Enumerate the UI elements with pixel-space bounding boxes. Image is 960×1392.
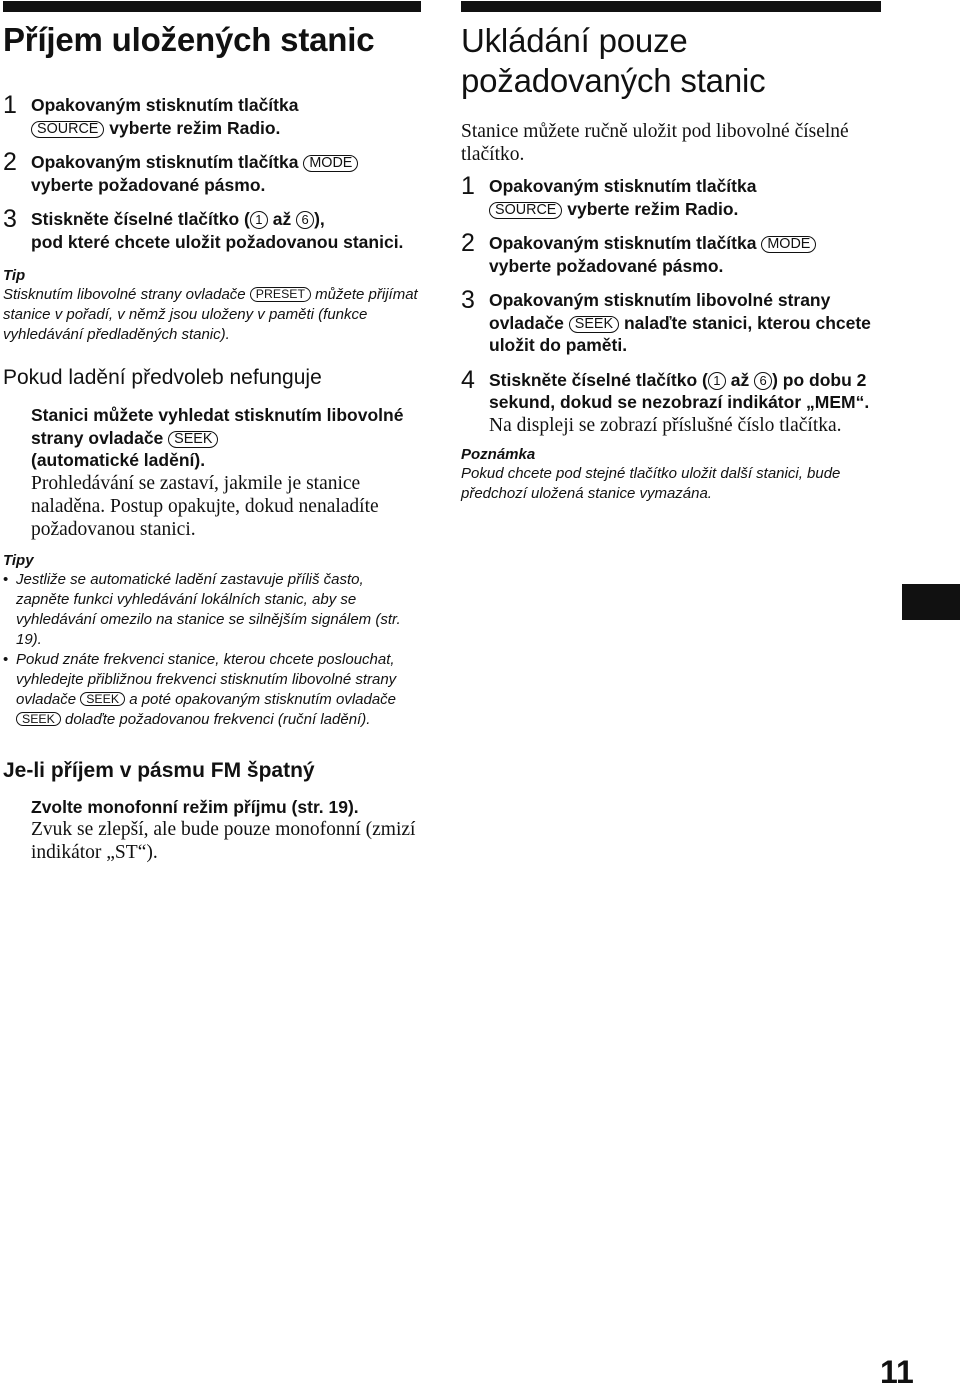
- step-text: Opakovaným stisknutím libovolné strany ovladače: [489, 290, 831, 333]
- tip-text-part: a poté opakovaným stisknutím ovladače: [129, 690, 397, 708]
- tip-text-part: Stisknutím libovolné strany ovladače: [3, 286, 246, 303]
- source-key: SOURCE: [489, 202, 562, 219]
- section-heading-fm: Je-li příjem v pásmu FM špatný: [3, 758, 315, 782]
- page-number: 11: [880, 1354, 914, 1390]
- left-step-2: [3, 148, 421, 196]
- step-text: vyberte požadované pásmo.: [489, 255, 724, 276]
- step-number: 3: [3, 205, 17, 233]
- step-number: 1: [3, 91, 17, 119]
- tip-bullet-2: [3, 650, 421, 730]
- step-text: vyberte požadované pásmo.: [31, 174, 266, 195]
- step-number: 2: [3, 148, 17, 176]
- tips-block: [3, 551, 421, 730]
- step-number: 1: [461, 172, 475, 200]
- section-fm-body: [3, 796, 421, 865]
- instruction-text: (automatické ladění).: [31, 450, 206, 470]
- step-text: Opakovaným stisknutím tlačítka: [489, 176, 757, 196]
- preset-key: PRESET: [250, 287, 311, 302]
- note-text: Pokud chcete pod stejné tlačítko uložit další stanici, bude předchozí uložená stanice vymazána.: [461, 464, 841, 502]
- source-key: SOURCE: [31, 121, 104, 138]
- instruction-text: Stanici můžete vyhledat stisknutím libovolné strany ovladače: [31, 405, 404, 448]
- right-step-4: [461, 365, 881, 437]
- step-text: Opakovaným stisknutím tlačítka: [31, 95, 299, 115]
- step-text: ) po dobu 2 sekund, dokud se nezobrazí indikátor „MEM“.: [489, 369, 870, 412]
- step-number: 2: [461, 229, 475, 257]
- seek-key: SEEK: [569, 316, 619, 333]
- number-key-1: 1: [250, 211, 268, 229]
- left-column: [3, 0, 421, 864]
- right-step-2: [461, 229, 881, 277]
- step-text: až: [272, 209, 292, 229]
- step-text: pod které chcete uložit požadovanou stanici.: [31, 231, 404, 252]
- top-rule-left: [3, 1, 421, 12]
- intro-text: Stanice můžete ručně uložit pod libovolné číselné tlačítko.: [461, 121, 849, 165]
- mono-description: Zvuk se zlepší, ale bude pouze monofonní (zmizí indikátor „ST“).: [31, 819, 416, 863]
- tips-title: Tipy: [3, 551, 34, 569]
- left-steps: [3, 91, 421, 253]
- tip-text-part: dolaďte požadovanou frekvenci (ruční ladění).: [64, 710, 371, 728]
- top-rule-right: [461, 1, 881, 12]
- seek-key: SEEK: [80, 692, 125, 707]
- right-column: [461, 0, 881, 504]
- seek-key: SEEK: [168, 431, 218, 448]
- section-presets-body: [3, 404, 421, 541]
- right-step-3: [461, 286, 881, 357]
- right-step-1: [461, 172, 881, 220]
- auto-tune-description: Prohledávání se zastaví, jakmile je stanice naladěna. Postup opakujte, dokud nenaladíte požadovanou stanici.: [31, 472, 379, 540]
- number-key-6: 6: [754, 372, 772, 390]
- left-step-3: [3, 205, 421, 253]
- seek-key: SEEK: [16, 712, 61, 727]
- tip-title: Tip: [3, 267, 26, 284]
- step-text: až: [730, 369, 750, 390]
- tip-text-part: můžete přijímat stanice v pořadí, v němž jsou uloženy v paměti (funkce vyhledávání předladěných stanic).: [3, 286, 418, 343]
- step-4-note: Na displeji se zobrazí příslušné číslo tlačítka.: [489, 414, 842, 436]
- tip-text: [3, 285, 421, 345]
- number-key-1: 1: [708, 372, 726, 390]
- page-title-left: Příjem uložených stanic: [3, 21, 375, 58]
- mode-key: MODE: [303, 155, 358, 172]
- step-text: Opakovaným stisknutím tlačítka: [31, 152, 299, 172]
- step-text: vyberte režim Radio.: [109, 117, 281, 138]
- tip-bullet-1: • Jestliže se automatické ladění zastavuje příliš často, zapněte funkci vyhledávání lokálních stanic, aby se vyhledávání omezilo na stanice se silnějším signálem (str. 19).: [3, 570, 421, 650]
- right-steps: [461, 172, 881, 437]
- auto-tune-instruction: [31, 404, 421, 472]
- step-text: Opakovaným stisknutím tlačítka: [489, 233, 757, 253]
- step-number: 3: [461, 286, 475, 314]
- note-block: [461, 445, 881, 504]
- left-step-1: [3, 91, 421, 139]
- step-text: Stiskněte číselné tlačítko (: [489, 369, 708, 390]
- number-key-6: 6: [296, 211, 314, 229]
- section-heading-presets: Pokud ladění předvoleb nefunguje: [3, 366, 322, 389]
- step-text: Stiskněte číselné tlačítko (: [31, 209, 250, 229]
- step-text: vyberte režim Radio.: [567, 198, 739, 219]
- step-text: ),: [314, 209, 325, 229]
- page-title-right: Ukládání pouze požadovaných stanic: [461, 22, 766, 99]
- mode-key: MODE: [761, 236, 816, 253]
- tip-block: [3, 266, 421, 345]
- tip-text-part: Pokud znáte frekvenci stanice, kterou chcete poslouchat, vyhledejte přibližnou frekvenci stisknutím libovolné strany ovladače: [16, 650, 397, 708]
- step-text: nalaďte stanici, kterou chcete uložit do paměti.: [489, 312, 871, 355]
- note-title: Poznámka: [461, 445, 536, 463]
- section-tab-marker: [902, 584, 960, 620]
- step-number: 4: [461, 365, 475, 394]
- mono-instruction: Zvolte monofonní režim příjmu (str. 19).: [31, 796, 359, 817]
